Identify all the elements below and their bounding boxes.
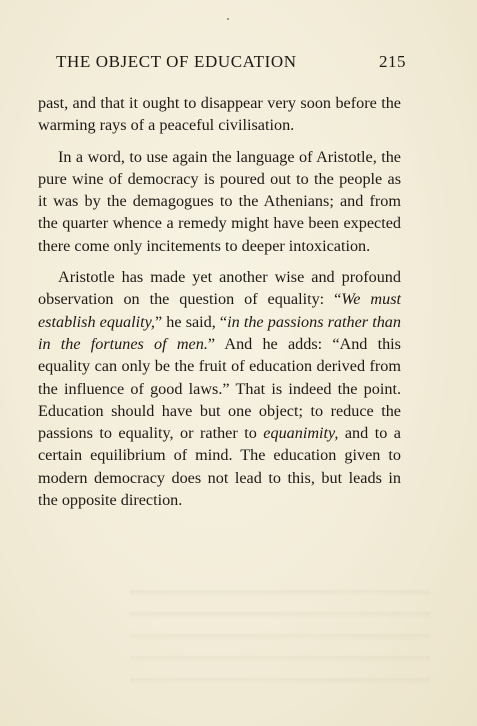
text-run: ” And he adds: “And this equality can only be the fruit of education derived from the influence of good laws.” That is indeed the point. Education should have but one object; to reduce the passions to equality, or rather to bbox=[38, 334, 401, 443]
text-run: Aristotle has made yet another wise and profound observation on the question of equality: “ bbox=[38, 268, 401, 309]
bleed-through-shadow bbox=[130, 575, 430, 685]
paper-speck bbox=[227, 18, 229, 20]
italic-quote-equality: We must establish equality, bbox=[38, 290, 401, 331]
paragraph-wine-of-democracy: In a word, to use again the language of Aristotle, the pure wine of democracy is poured out to the people as it was by the demagogues to the Athenians; and from the quarter whence a remedy might have been expected there come only incitements to deeper intoxication. bbox=[38, 147, 401, 255]
paragraph-equality bbox=[38, 266, 401, 511]
body-text bbox=[38, 92, 401, 511]
text-run: and to a certain equilibrium of mind. The education given to modern democracy does not lead to this, but leads in the opposite direction. bbox=[38, 424, 401, 510]
italic-quote-passions: in the passions rather than in the fortunes of men. bbox=[38, 312, 401, 353]
page-number: 215 bbox=[379, 52, 406, 71]
paragraph-continuation: past, and that it ought to disappear very soon before the warming rays of a peaceful civilisation. bbox=[38, 94, 401, 135]
running-title: THE OBJECT OF EDUCATION bbox=[56, 52, 297, 71]
text-run: ” he said, “ bbox=[154, 312, 228, 331]
running-header bbox=[56, 52, 406, 72]
italic-equanimity: equanimity, bbox=[263, 424, 339, 443]
